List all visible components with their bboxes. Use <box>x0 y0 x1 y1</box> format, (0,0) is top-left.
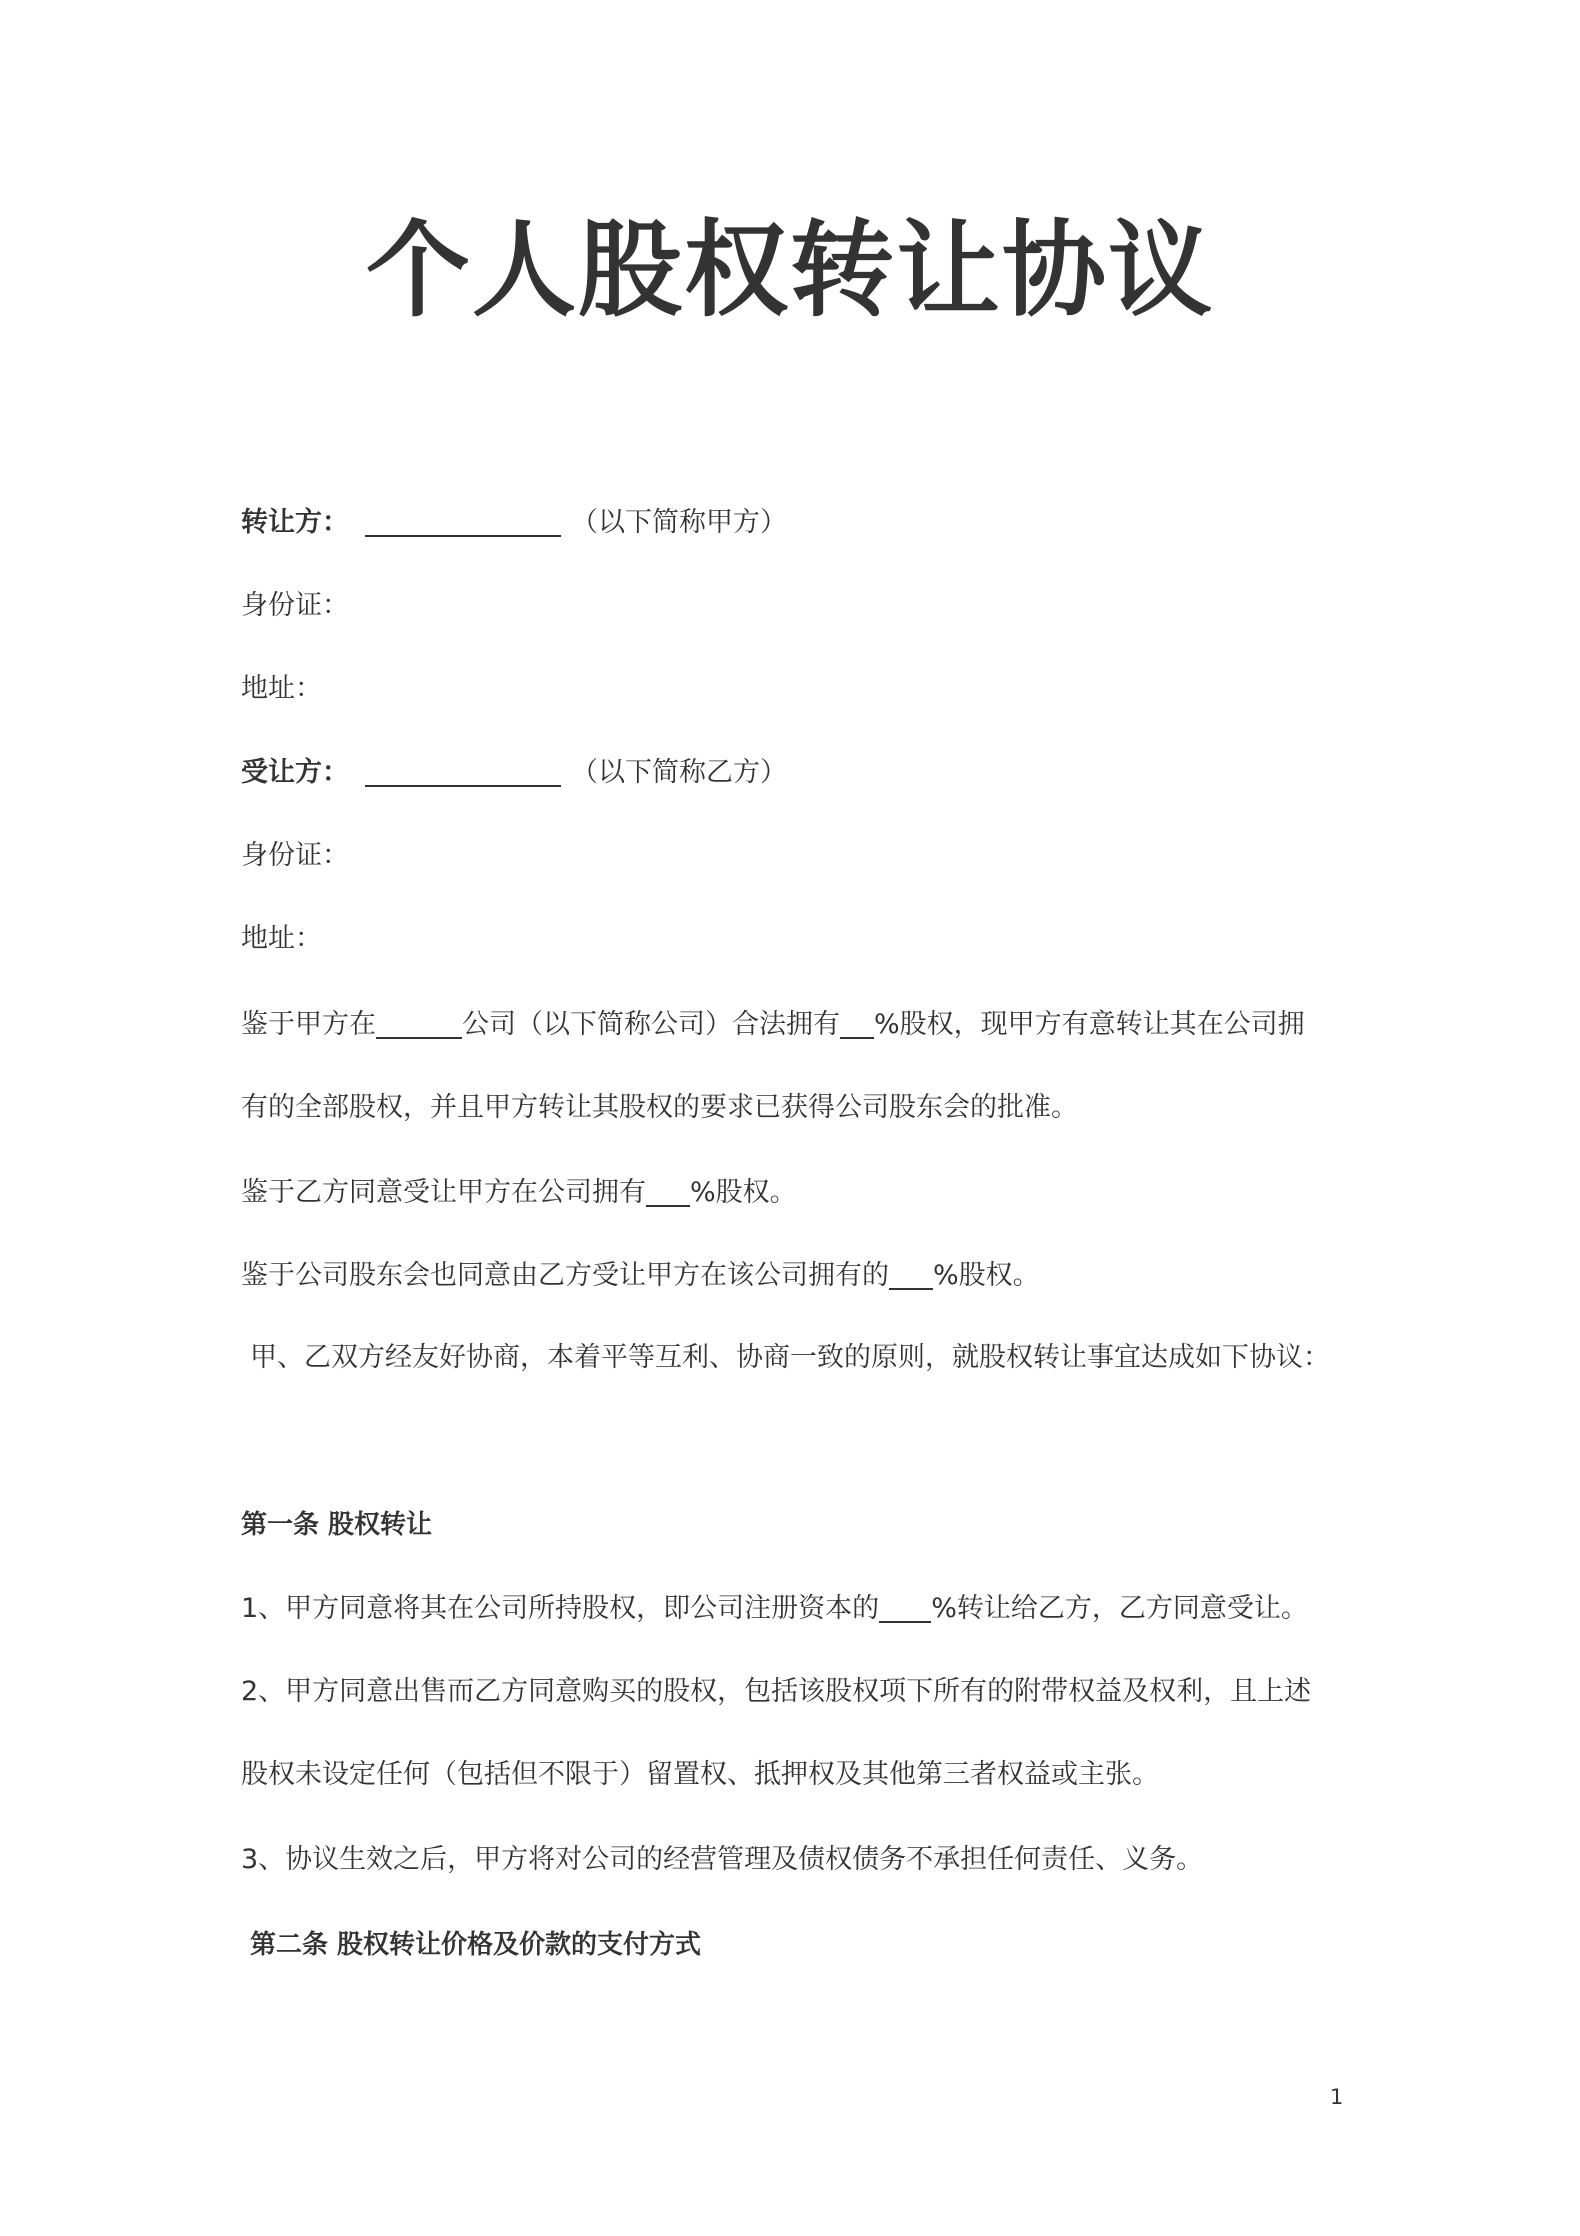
article-1-item-1 <box>241 1589 1308 1629</box>
article-1-item-1-text-b: %转让给乙方，乙方同意受让。 <box>931 1593 1308 1624</box>
party-a-line <box>241 503 787 543</box>
whereas-2 <box>241 1173 797 1213</box>
party-a-label: 转让方： <box>241 507 349 538</box>
party-a-id-label: 身份证： <box>241 590 349 621</box>
percent-blank-3 <box>889 1258 933 1290</box>
party-b-line <box>241 753 787 793</box>
whereas-1-text-c: %股权，现甲方有意转让其在公司拥 <box>874 1009 1305 1040</box>
article-1-item-3: 3、协议生效之后，甲方将对公司的经营管理及债权债务不承担任何责任、义务。 <box>241 1844 1204 1875</box>
whereas-2-text-b: %股权。 <box>690 1177 797 1208</box>
whereas-1-text-a: 鉴于甲方在 <box>241 1009 376 1040</box>
article-1-heading: 第一条 股权转让 <box>241 1510 433 1540</box>
party-a-name-blank <box>365 505 561 537</box>
whereas-3 <box>241 1256 1040 1296</box>
whereas-1-line-1 <box>241 1005 1305 1045</box>
percent-blank-4 <box>879 1591 931 1623</box>
page-number: 1 <box>1330 2085 1344 2109</box>
article-1-item-1-text-a: 1、甲方同意将其在公司所持股权，即公司注册资本的 <box>241 1593 880 1624</box>
party-b-name-blank <box>365 755 561 787</box>
party-a-address-label: 地址： <box>241 673 322 704</box>
percent-blank-2 <box>646 1175 690 1207</box>
party-a-suffix: （以下简称甲方） <box>571 507 787 538</box>
document-title: 个人股权转让协议 <box>365 209 1214 331</box>
party-b-address-label: 地址： <box>241 923 322 954</box>
whereas-3-text-a: 鉴于公司股东会也同意由乙方受让甲方在该公司拥有的 <box>241 1260 889 1291</box>
whereas-1-line-2: 有的全部股权，并且甲方转让其股权的要求已获得公司股东会的批准。 <box>241 1092 1078 1123</box>
article-1-item-2-line-2: 股权未设定任何（包括但不限于）留置权、抵押权及其他第三者权益或主张。 <box>241 1759 1159 1790</box>
percent-blank-1 <box>840 1007 874 1039</box>
party-b-id-label: 身份证： <box>241 840 349 871</box>
article-1-item-2-line-1: 2、甲方同意出售而乙方同意购买的股权，包括该股权项下所有的附带权益及权利，且上述 <box>241 1676 1312 1707</box>
whereas-3-text-b: %股权。 <box>933 1260 1040 1291</box>
whereas-4: 甲、乙双方经友好协商，本着平等互利、协商一致的原则，就股权转让事宜达成如下协议： <box>250 1342 1330 1373</box>
article-2-heading: 第二条 股权转让价格及价款的支付方式 <box>250 1930 702 1960</box>
whereas-2-text-a: 鉴于乙方同意受让甲方在公司拥有 <box>241 1177 646 1208</box>
whereas-1-text-b: 公司（以下简称公司）合法拥有 <box>462 1009 840 1040</box>
party-b-suffix: （以下简称乙方） <box>571 757 787 788</box>
party-b-label: 受让方： <box>241 757 349 788</box>
company-name-blank <box>376 1007 462 1039</box>
